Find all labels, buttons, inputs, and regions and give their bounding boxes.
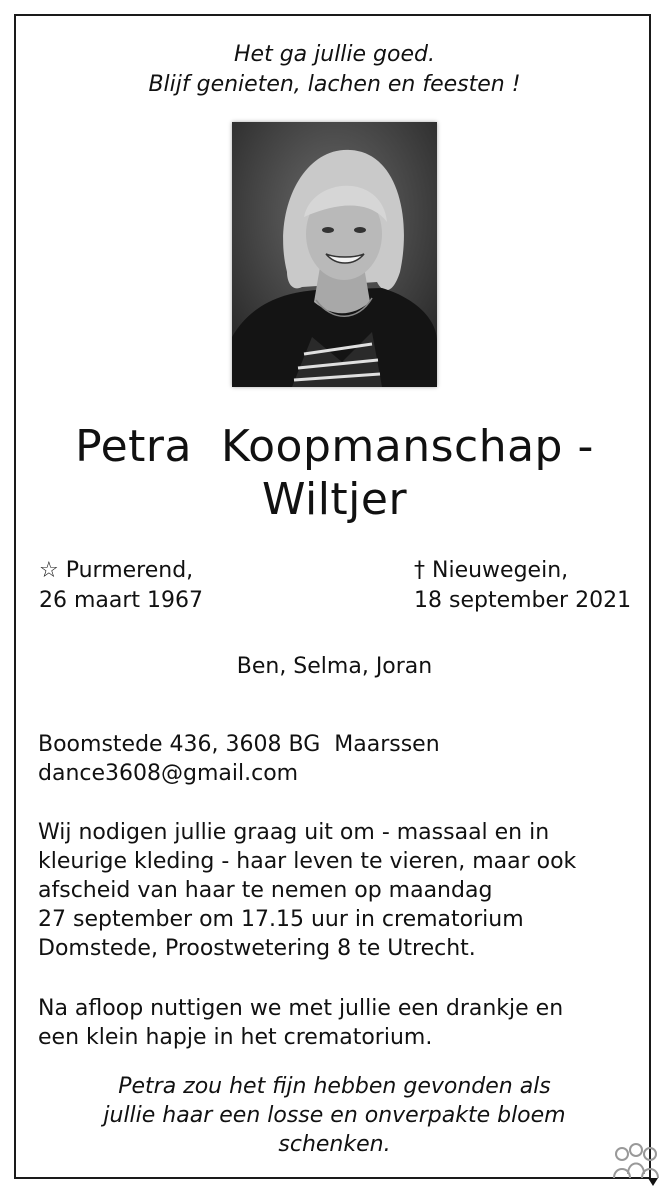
ceremony-line: Domstede, Proostwetering 8 te Utrecht. (38, 936, 476, 961)
deceased-name (0, 420, 669, 526)
after-line: een klein hapje in het crematorium. (38, 1025, 433, 1050)
contact-email: dance3608@gmail.com (38, 761, 299, 786)
name-line-2: Wiltjer (261, 474, 408, 525)
motto-line-1: Het ga jullie goed. (234, 42, 435, 67)
cross-icon: † (414, 558, 425, 583)
contact-address: Boomstede 436, 3608 BG Maarssen (38, 732, 440, 757)
closing-line: schenken. (278, 1132, 391, 1157)
birth-place: Purmerend, (65, 558, 194, 583)
ceremony-line: afscheid van haar te nemen op maandag (38, 878, 493, 903)
death-place: Nieuwegein, (432, 558, 569, 583)
death-info (414, 556, 631, 616)
star-icon: ☆ (39, 558, 59, 583)
closing-line: jullie haar een losse en onverpakte bloem (103, 1103, 566, 1128)
birth-date: 26 maart 1967 (39, 588, 204, 613)
ceremony-line: Wij nodigen jullie graag uit om - massaal en in (38, 820, 550, 845)
people-group-icon (608, 1140, 664, 1188)
contact-block (38, 730, 638, 788)
after-text (38, 994, 638, 1052)
motto (0, 40, 669, 100)
name-line-1: Petra Koopmanschap - (75, 421, 594, 472)
portrait-photo (232, 122, 437, 387)
after-line: Na afloop nuttigen we met jullie een drankje en (38, 996, 564, 1021)
birth-info (39, 556, 203, 616)
closing-text (0, 1072, 669, 1159)
family-names: Ben, Selma, Joran (236, 654, 433, 679)
motto-line-2: Blijf genieten, lachen en feesten ! (148, 72, 521, 97)
portrait-image (232, 122, 437, 387)
ceremony-line: 27 september om 17.15 uur in crematorium (38, 907, 524, 932)
death-date: 18 september 2021 (414, 588, 632, 613)
ceremony-text (38, 818, 638, 963)
closing-line: Petra zou het fijn hebben gevonden als (118, 1074, 551, 1099)
ceremony-line: kleurige kleding - haar leven te vieren, maar ook (38, 849, 577, 874)
